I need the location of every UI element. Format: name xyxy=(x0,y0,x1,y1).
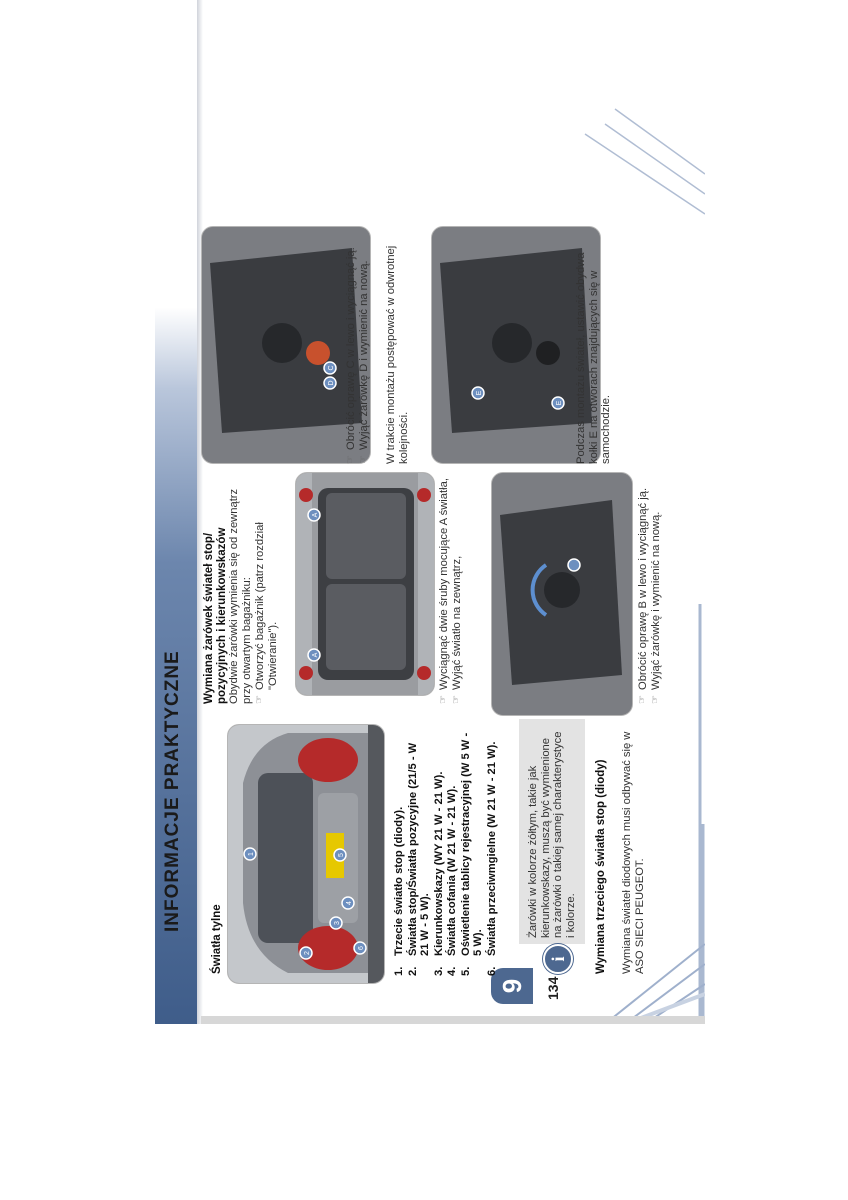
lamp-holder-b-photo xyxy=(491,472,633,716)
third-stop-text: Wymiana świateł diodowych musi odbywać się w ASO SIECI PEUGEOT. xyxy=(621,731,646,974)
pointing-hand-icon: ☞ xyxy=(637,695,648,704)
mount-text: Podczas montażu świateł, ustawić obydwa kołki E na otworach znajdujących się w samochodzie. xyxy=(575,252,612,464)
pointing-hand-icon: ☞ xyxy=(345,455,356,464)
callout-a-2: A xyxy=(312,512,319,518)
callout-c: C xyxy=(328,365,335,371)
callout-e: E xyxy=(556,400,563,406)
list-item: ☞ Otworzyć bagażnik (patrz rozdział "Otwieranie"). xyxy=(254,522,279,704)
replace-intro: Obydwie żarówki wymienia się od zewnątrz przy otwartym bagażniku: xyxy=(228,488,253,704)
page-number: 134 xyxy=(545,976,561,1000)
list-item: ☞ Wyciągnąć dwie śruby mocujące A światła, xyxy=(438,478,450,704)
info-text: Żarówki w kolorze żółtym, takie jak kierunkowskazy, muszą być wymienione na żarówki o takiej samej charakterystyce i kolorze. xyxy=(527,731,577,938)
pointing-hand-icon: ☞ xyxy=(649,695,661,704)
list-item: ☞ Wyjąć żarówkę i wymienić na nową. xyxy=(649,511,662,704)
list-item: 6. Światła przeciwmgielne (W 21 W - 21 W). xyxy=(485,741,498,976)
steps-b xyxy=(637,469,662,704)
callout-5: 5 xyxy=(338,853,345,857)
rear-car-photo xyxy=(227,724,385,984)
list-item: 4. Światła cofania (W 21 W - 21 W). xyxy=(446,785,458,976)
pointing-hand-icon: ☞ xyxy=(450,695,462,704)
steps-remove xyxy=(438,469,463,704)
callout-6: 6 xyxy=(358,946,365,950)
list-item: ☞ Wyjąć światło na zewnątrz, xyxy=(450,555,463,704)
callout-2: 2 xyxy=(304,951,311,955)
list-item: 5. Oświetlenie tablicy rejestracyjnej (W 5 W - 5 W). xyxy=(459,732,484,976)
rotated-page xyxy=(155,0,705,1024)
callout-d: D xyxy=(328,380,335,386)
left-margin-strip xyxy=(201,1016,705,1024)
steps-open xyxy=(254,469,279,704)
pointing-hand-icon: ☞ xyxy=(357,455,369,464)
callout-1: 1 xyxy=(248,852,255,856)
page-title: INFORMACJE PRAKTYCZNE xyxy=(162,650,183,932)
pointing-hand-icon: ☞ xyxy=(254,695,265,704)
callout-a: A xyxy=(312,652,319,658)
trunk-photo xyxy=(295,472,435,696)
section-heading-third-stop: Wymiana trzeciego światła stop (diody) xyxy=(595,759,607,974)
list-item: ☞ Obrócić oprawę B w lewo i wyciągnąć ją. xyxy=(637,487,649,704)
list-item: ☞ Obrócić oprawę C w lewo i wyciągnąć ją. xyxy=(345,247,357,464)
pointing-hand-icon: ☞ xyxy=(438,695,449,704)
list-item: 1. Trzecie światło stop (diody). xyxy=(393,806,405,976)
list-item: ☞ Wyjąć żarówkę D i wymienić na nową. xyxy=(357,260,370,464)
callout-3: 3 xyxy=(334,921,341,925)
callout-4: 4 xyxy=(346,901,353,905)
info-icon: i xyxy=(543,944,573,974)
steps-c xyxy=(345,228,370,464)
list-item: 3. Kierunkowskazy (WY 21 W - 21 W). xyxy=(432,771,445,976)
bulb-list xyxy=(393,728,499,976)
section-heading-replace: Wymiana żarówek świateł stop/ pozycyjnych i kierunkowskazów xyxy=(203,527,228,704)
reverse-text: W trakcie montażu postępować w odwrotnej kolejności. xyxy=(385,245,410,464)
callout-e-2: E xyxy=(476,390,483,396)
section-heading-rear-lights: Światła tylne xyxy=(211,904,223,974)
chapter-tab: 9 xyxy=(491,968,533,1004)
list-item: 2. Światła stop/Światła pozycyjne (21/5 - W 21 W - 5 W). xyxy=(406,742,431,976)
